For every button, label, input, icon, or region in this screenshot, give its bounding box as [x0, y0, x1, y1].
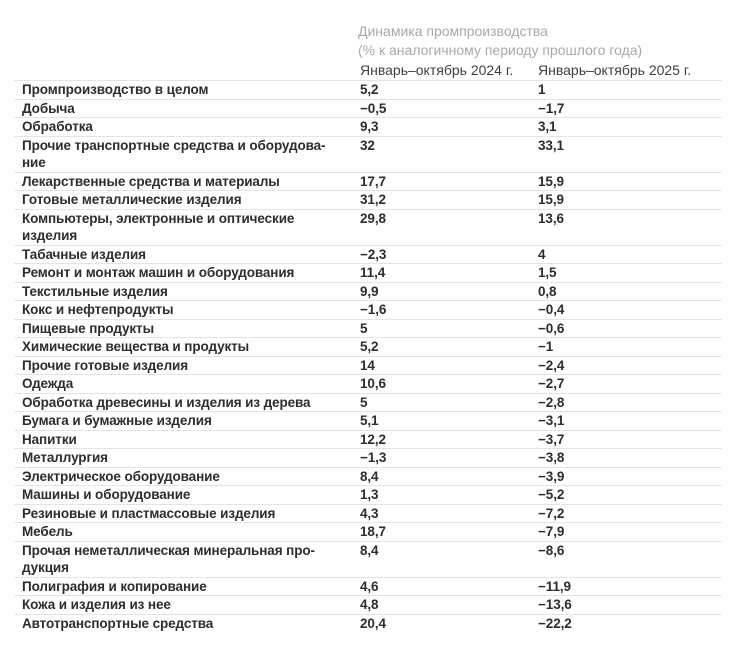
row-value-2025: −3,1 [538, 413, 565, 428]
row-value-2024: 17,7 [360, 173, 386, 189]
row-value-2025: 13,6 [538, 210, 564, 226]
table-row [14, 411, 722, 430]
row-value-2024: 1,3 [360, 487, 379, 502]
table-row [14, 172, 722, 191]
row-label: Промпроизводство в целом [22, 82, 209, 97]
row-value-2025: −1,7 [538, 100, 565, 116]
row-label: Готовые металлические изделия [22, 192, 242, 207]
row-label: Машины и оборудование [22, 487, 191, 502]
row-value-2025: 15,9 [538, 173, 564, 189]
row-value-2025: 15,9 [538, 192, 564, 207]
row-label: Обработка [22, 119, 93, 134]
row-value-2024: 12,2 [360, 431, 386, 447]
row-label: Полиграфия и копирование [22, 578, 207, 594]
row-label: Химические вещества и продукты [22, 339, 250, 354]
row-value-2024: 32 [360, 137, 375, 153]
row-value-2024: 10,6 [360, 376, 386, 391]
column-header-2024: Январь–октябрь 2024 г. [360, 62, 514, 78]
table-row [14, 393, 722, 412]
table-row [14, 595, 722, 614]
row-label: Резиновые и пластмассовые изделия [22, 505, 276, 521]
table-title: Динамика промпроизводства [358, 23, 548, 39]
row-value-2025: −22,2 [538, 615, 572, 631]
row-label: Одежда [22, 376, 74, 391]
row-label: Мебель [22, 524, 73, 539]
row-value-2024: 5,1 [360, 413, 379, 428]
table-row [14, 117, 722, 136]
row-value-2024: −1,6 [360, 302, 387, 317]
row-value-2025: −11,9 [538, 578, 571, 594]
row-value-2024: 5 [360, 320, 368, 336]
row-value-2024: 9,9 [360, 283, 379, 299]
row-value-2024: 11,4 [360, 265, 386, 280]
table-row [14, 245, 722, 264]
table-subtitle: (% к аналогичному периоду прошлого года) [358, 42, 643, 58]
table-row [14, 263, 722, 282]
stats-table [14, 60, 722, 632]
table-row [14, 136, 722, 172]
table-row [14, 209, 722, 245]
table-row [14, 282, 722, 301]
row-label: Табачные изделия [22, 246, 146, 262]
row-label: Напитки [22, 431, 77, 447]
row-value-2025: −7,2 [538, 505, 565, 521]
table-body [14, 80, 722, 632]
row-value-2024: 9,3 [360, 119, 379, 134]
row-value-2025: 33,1 [538, 137, 564, 153]
row-value-2024: 4,6 [360, 578, 379, 594]
table-row [14, 374, 722, 393]
row-label: Электрическое оборудование [22, 468, 220, 484]
row-value-2025: −2,7 [538, 376, 565, 391]
row-value-2025: −13,6 [538, 597, 572, 612]
table-meta [358, 22, 753, 60]
row-label: Металлургия [22, 450, 108, 465]
table-row [14, 80, 722, 99]
row-value-2025: −3,9 [538, 468, 565, 484]
row-value-2025: −2,8 [538, 394, 565, 410]
row-value-2024: 5,2 [360, 82, 379, 97]
row-label: Добыча [22, 100, 75, 116]
table-row [14, 448, 722, 467]
row-value-2025: 3,1 [538, 119, 557, 134]
row-value-2024: 4,8 [360, 597, 379, 612]
table-row [14, 190, 722, 209]
row-value-2025: −3,8 [538, 450, 565, 465]
row-label: Обработка древесины и изделия из дерева [22, 394, 311, 410]
row-value-2024: 29,8 [360, 210, 386, 226]
row-label: Прочая неметаллическая минеральная продукция [22, 542, 315, 575]
page [0, 22, 753, 668]
row-label: Прочие готовые изделия [22, 357, 189, 373]
row-value-2024: 8,4 [360, 542, 379, 558]
row-label: Бумага и бумажные изделия [22, 413, 212, 428]
table-row [14, 467, 722, 486]
row-value-2025: −2,4 [538, 357, 565, 373]
row-value-2025: −0,6 [538, 320, 565, 336]
row-value-2025: −1 [538, 339, 554, 354]
row-label: Автотранспортные средства [22, 615, 214, 631]
table-row [14, 614, 722, 633]
row-value-2024: −2,3 [360, 246, 387, 262]
row-value-2024: 31,2 [360, 192, 386, 207]
row-value-2024: 8,4 [360, 468, 379, 484]
row-value-2024: −0,5 [360, 100, 387, 116]
row-value-2025: −3,7 [538, 431, 565, 447]
row-label: Ремонт и монтаж машин и оборудования [22, 265, 295, 280]
row-value-2025: −7,9 [538, 524, 565, 539]
table-row [14, 485, 722, 504]
row-value-2025: −5,2 [538, 487, 565, 502]
row-label: Кокс и нефтепродукты [22, 302, 174, 317]
row-value-2024: 5 [360, 394, 368, 410]
row-value-2024: 18,7 [360, 524, 386, 539]
column-header-row [14, 60, 722, 80]
row-value-2025: 0,8 [538, 283, 557, 299]
row-label: Лекарственные средства и материалы [22, 173, 280, 189]
row-value-2025: 1,5 [538, 265, 557, 280]
table-row [14, 430, 722, 449]
table-row [14, 319, 722, 338]
table-row [14, 99, 722, 118]
row-value-2025: −8,6 [538, 542, 565, 558]
row-label: Пищевые продукты [22, 320, 154, 336]
row-value-2024: 4,3 [360, 505, 379, 521]
table-row [14, 504, 722, 523]
table-row [14, 300, 722, 319]
table-row [14, 577, 722, 596]
row-value-2024: 20,4 [360, 615, 386, 631]
table-row [14, 522, 722, 541]
column-header-2025: Январь–октябрь 2025 г. [538, 62, 692, 78]
row-value-2024: −1,3 [360, 450, 387, 465]
row-label: Компьютеры, электронные и оптические изделия [22, 210, 295, 243]
row-value-2025: −0,4 [538, 302, 565, 317]
row-label: Прочие транспортные средства и оборудование [22, 137, 326, 170]
row-value-2025: 4 [538, 246, 546, 262]
row-value-2024: 5,2 [360, 339, 379, 354]
row-value-2025: 1 [538, 82, 546, 97]
table-row [14, 356, 722, 375]
table-row [14, 541, 722, 577]
row-label: Текстильные изделия [22, 283, 168, 299]
row-value-2024: 14 [360, 357, 375, 373]
row-label: Кожа и изделия из нее [22, 597, 171, 612]
table-row [14, 337, 722, 356]
